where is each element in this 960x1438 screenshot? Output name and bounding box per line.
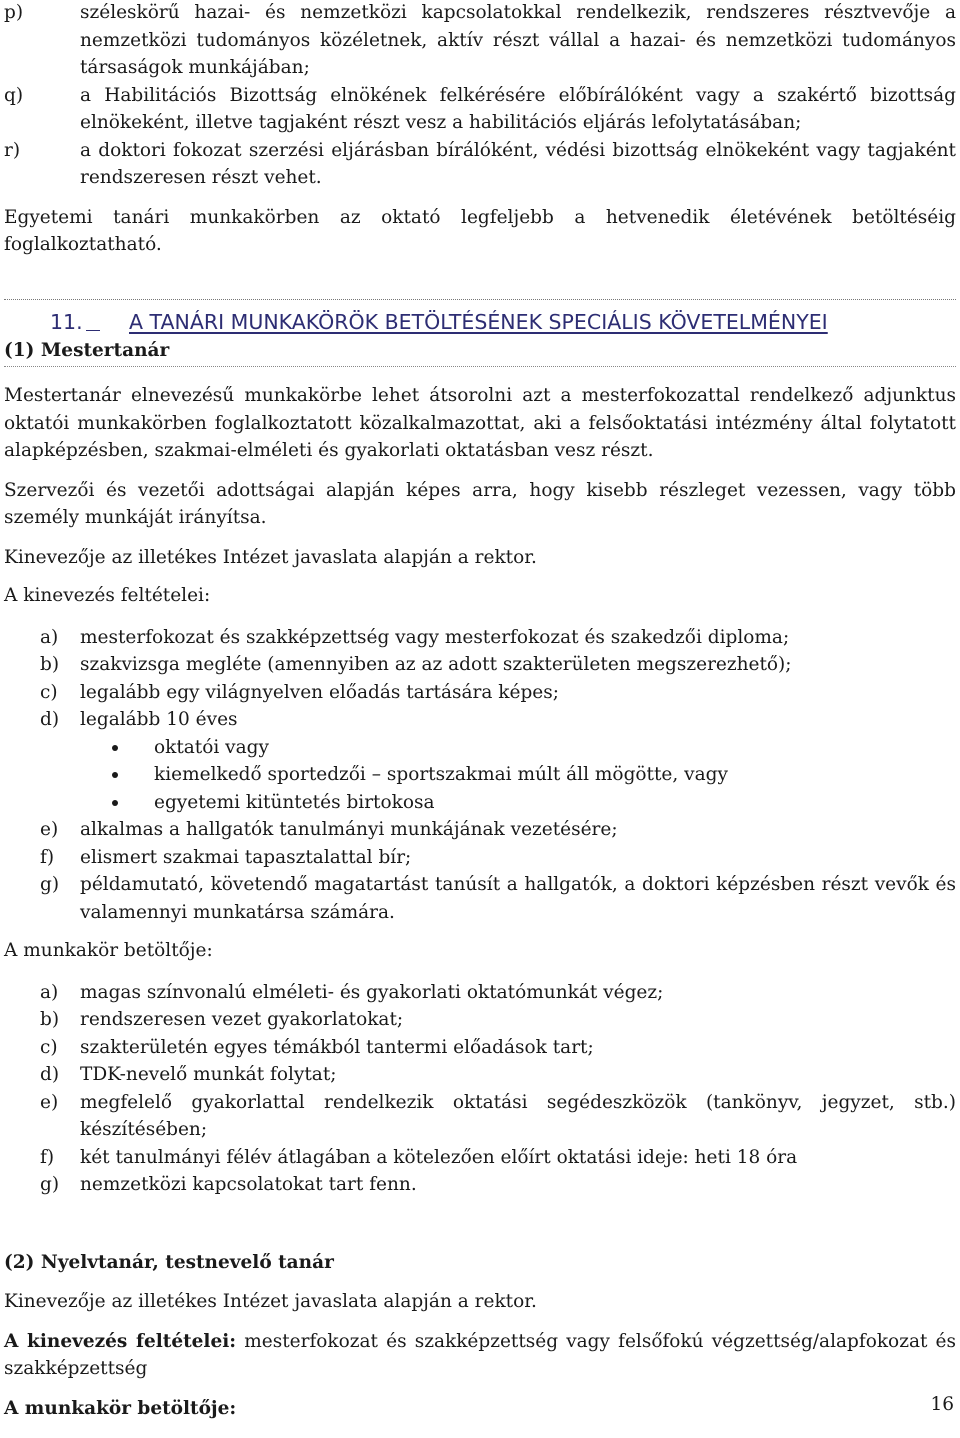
- list-item: [4, 82, 956, 137]
- section-divider: [4, 299, 956, 300]
- conditions-heading: A kinevezés feltételei:: [4, 585, 211, 606]
- bullet-item: egyetemi kitüntetés birtokosa: [4, 789, 956, 817]
- list-item: [4, 979, 956, 1007]
- list-item: [4, 844, 956, 872]
- mestertanar-paragraph-3: Kinevezője az illetékes Intézet javaslata alapján a rektor.: [4, 546, 537, 568]
- subsection-heading-mestertanar: (1) Mestertanár: [4, 337, 956, 368]
- list-text: megfelelő gyakorlattal rendelkezik oktatási segédeszközök (tankönyv, jegyzet, stb.) készítésében;: [80, 1091, 956, 1140]
- mestertanar-paragraph-2: Szervezői és vezetői adottságai alapján képes arra, hogy kisebb részleget vezessen, vagy több személy munkáját irányítsa.: [4, 479, 956, 528]
- list-label: a): [40, 981, 59, 1003]
- list-label: e): [40, 819, 59, 840]
- age-note: Egyetemi tanári munkakörben az oktató legfeljebb a hetvenedik életévének betöltéséig foglalkoztatható.: [4, 206, 956, 255]
- mestertanar-paragraph-1: Mestertanár elnevezésű munkakörbe lehet átsorolni azt a mesterfokozattal rendelkező adjunktus oktatói munkakörben foglalkoztatott közalkalmazottat, aki a felsőoktatási intézmény által folytatott alapképzésben, szakmai-elméleti és gyakorlati oktatásban vesz részt.: [4, 385, 956, 461]
- nyelvtanar-conditions: [4, 1328, 956, 1383]
- page-number: 16: [930, 1394, 954, 1415]
- list-item: [4, 1171, 956, 1199]
- list-label: r): [4, 139, 21, 161]
- list-label: f): [40, 1146, 55, 1168]
- list-text: elismert szakmai tapasztalattal bír;: [80, 846, 412, 868]
- list-label: b): [40, 654, 60, 675]
- nyelvtanar-duties-heading: A munkakör betöltője:: [4, 1397, 237, 1419]
- list-text: legalább 10 éves: [80, 709, 238, 730]
- list-text: szakvizsga megléte (amennyiben az az adott szakterületen megszerezhető);: [80, 654, 792, 675]
- list-label: b): [40, 1009, 60, 1030]
- list-item: [4, 679, 956, 707]
- list-label: d): [40, 709, 60, 730]
- list-text: példamutató, követendő magatartást tanúsít a hallgatók, a doktori képzésben részt vevők és valamennyi munkatársa számára.: [80, 874, 956, 923]
- list-text: magas színvonalú elméleti- és gyakorlati oktatómunkát végez;: [80, 981, 664, 1003]
- section-title-text: A TANÁRI MUNKAKÖRÖK BETÖLTÉSÉNEK SPECIÁLIS KÖVETELMÉNYEI: [129, 309, 828, 334]
- list-item: [4, 871, 956, 926]
- list-item: [4, 1089, 956, 1144]
- document-page: [4, 0, 956, 1422]
- list-text: rendszeresen vezet gyakorlatokat;: [80, 1009, 404, 1030]
- list-text: a doktori fokozat szerzési eljárásban bírálóként, védési bizottság elnökeként vagy tagjaként rendszeresen részt vehet.: [80, 139, 956, 188]
- bullet-item: kiemelkedő sportedzői – sportszakmai múlt áll mögötte, vagy: [4, 761, 956, 789]
- subsection-heading-nyelvtanar: (2) Nyelvtanár, testnevelő tanár: [4, 1251, 334, 1273]
- list-text: TDK-nevelő munkát folytat;: [80, 1064, 337, 1085]
- bullet-dot-icon: [112, 745, 118, 751]
- list-text: szakterületén egyes témákból tantermi előadások tart;: [80, 1036, 594, 1058]
- duties-heading: A munkakör betöltője:: [4, 940, 213, 961]
- list-text: nemzetközi kapcsolatokat tart fenn.: [80, 1174, 417, 1195]
- bullet-item: oktatói vagy: [4, 734, 956, 762]
- list-item: [4, 137, 956, 192]
- section-title-gap: [86, 309, 100, 331]
- conditions-label: A kinevezés feltételei:: [4, 1330, 237, 1352]
- list-label: g): [40, 874, 60, 895]
- conditions-list: [4, 624, 956, 927]
- section-number: 11.: [50, 309, 83, 334]
- list-label: q): [4, 84, 24, 106]
- list-item: [4, 816, 956, 844]
- list-label: a): [40, 626, 59, 648]
- list-label: c): [40, 681, 58, 703]
- list-label: d): [40, 1064, 60, 1085]
- bullet-dot-icon: [112, 772, 118, 778]
- list-item: [4, 651, 956, 679]
- list-text: két tanulmányi félév átlagában a kötelezően előírt oktatási ideje: heti 18 óra: [80, 1146, 798, 1168]
- list-text: a Habilitációs Bizottság elnökének felkérésére előbírálóként vagy a szakértő bizottság elnökeként, illetve tagjaként részt vesz a habilitációs eljárás lefolytatásában;: [80, 84, 956, 133]
- list-item: [4, 706, 956, 734]
- list-item: [4, 1006, 956, 1034]
- bullet-list: [4, 734, 956, 817]
- list-item: [4, 1034, 956, 1062]
- nyelvtanar-paragraph-1: Kinevezője az illetékes Intézet javaslata alapján a rektor.: [4, 1291, 537, 1312]
- list-text: mesterfokozat és szakképzettség vagy mesterfokozat és szakedzői diploma;: [80, 626, 790, 648]
- duties-list: [4, 979, 956, 1199]
- list-text: széleskörű hazai- és nemzetközi kapcsolatokkal rendelkezik, rendszeres résztvevője a nemzetközi tudományos közéletnek, aktív részt vállal a hazai- és nemzetközi tudományos társaságok munkájában;: [80, 2, 956, 78]
- list-label: p): [4, 2, 24, 23]
- bullet-dot-icon: [112, 800, 118, 806]
- conditions-text: mesterfokozat és szakképzettség vagy felsőfokú végzettség/alapfokozat és szakképzettség: [4, 1330, 956, 1379]
- list-text: alkalmas a hallgatók tanulmányi munkájának vezetésére;: [80, 819, 618, 840]
- list-label: f): [40, 846, 55, 868]
- list-item: [4, 0, 956, 82]
- list-item: [4, 1144, 956, 1172]
- list-item: [4, 624, 956, 652]
- list-item: [4, 1061, 956, 1089]
- section-title: [4, 309, 956, 337]
- list-label: e): [40, 1091, 59, 1113]
- list-text: legalább egy világnyelven előadás tartására képes;: [80, 681, 559, 703]
- top-list: [4, 0, 956, 192]
- list-label: g): [40, 1174, 60, 1195]
- list-label: c): [40, 1036, 58, 1058]
